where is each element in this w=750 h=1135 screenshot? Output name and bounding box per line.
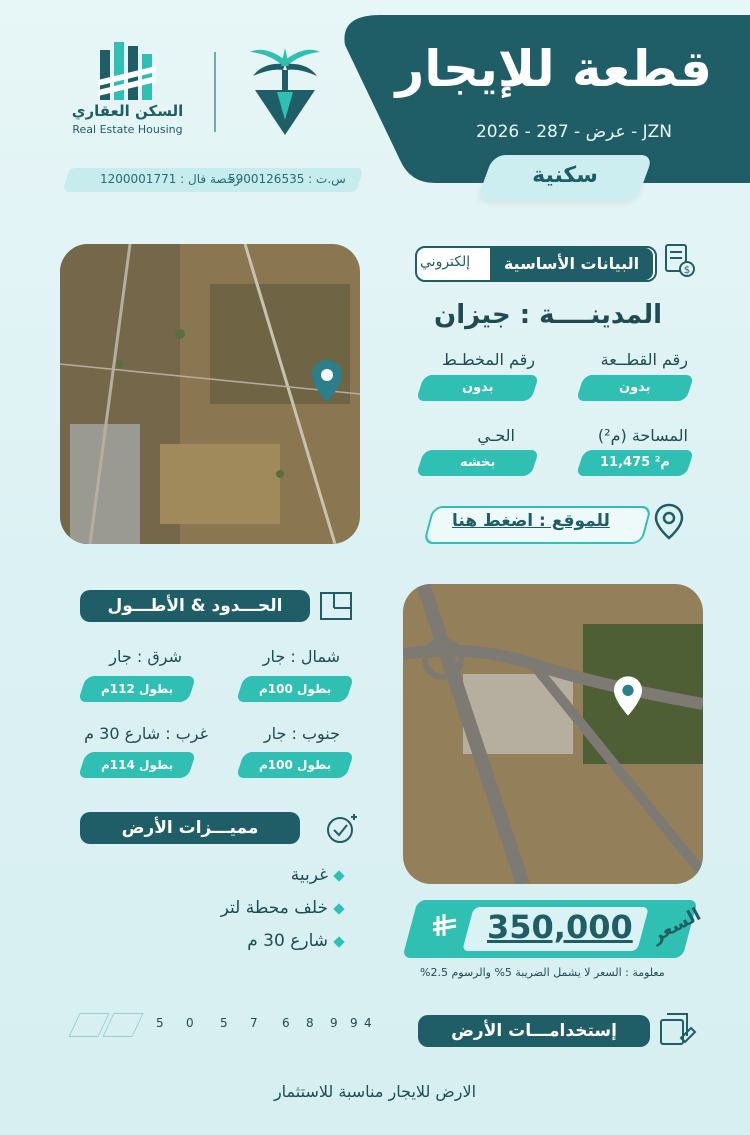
logo-arabic-text: السكن العقاري [71,102,184,120]
riyal-icon [430,912,460,946]
phone-digit: 8 [306,1016,314,1030]
logo-divider [214,52,216,132]
feature-item: غربية [290,865,328,885]
phone-digit: 5 [156,1016,164,1030]
electronic-badge: إلكتروني [420,254,471,270]
phone-digit: 0 [186,1016,194,1030]
listing-reference: عرض - 287 - 2026 - JZN [475,122,672,142]
plot-no-label: رقم القطــعة [600,350,688,369]
location-icon[interactable] [650,502,688,546]
west-label: غرب : شارع 30 م [84,724,208,743]
plan-no-label: رقم المخطـط [441,350,535,369]
feature-item: خلف محطة لتر [220,898,328,918]
phone-digit: 5 [220,1016,228,1030]
features-title: مميـــزات الأرض [80,812,300,844]
plan-no-value: بدون [416,375,539,401]
price-value: 350,000 [487,908,633,946]
area-value: 11,475 م² [576,450,694,476]
phone-digit: 6 [282,1016,290,1030]
map-pin-icon [312,360,342,406]
phone-digit-box [102,1013,143,1037]
satellite-map-wide[interactable] [60,244,360,544]
phone-digit: 9 [330,1016,338,1030]
fal-license: رخصة فال : 1200001771 [100,172,241,186]
bullet-icon [333,903,344,914]
floorplan-icon [318,590,356,626]
phone-digit: 7 [250,1016,258,1030]
map-pin-icon [614,676,642,720]
north-value: بطول 100م [236,676,354,702]
ideas-icon [322,808,362,852]
north-label: شمال : جار [262,647,340,666]
bullet-icon [333,936,344,947]
palm-emblem-icon [245,40,325,140]
east-value: بطول 112م [78,676,196,702]
south-value: بطول 100م [236,752,354,778]
commercial-registration: س.ت : 5900126535 [228,172,346,186]
west-value: بطول 114م [78,752,196,778]
bounds-title: الحـــدود & الأطـــول [80,590,310,622]
area-label: المساحة (م²) [597,426,688,445]
usage-title: إستخدامـــات الأرض [418,1015,650,1047]
property-type: سكنية [532,163,598,188]
city-field: المدينــــة : جيزان [434,300,662,330]
feature-item: شارع 30 م [247,931,328,951]
usage-icon [657,1010,697,1054]
satellite-map-close[interactable] [403,584,703,884]
phone-number[interactable] [74,1013,374,1037]
document-icon [660,242,696,282]
plot-no-value: بدون [576,375,694,401]
logo-english-text: Real Estate Housing [72,123,183,136]
phone-digit: 9 [350,1016,358,1030]
location-link-text[interactable]: للموقع : اضغط هنا [452,511,610,531]
price-label: السعر [648,903,705,948]
price-note: معلومة : السعر لا يشمل الضريبة 5% والرسوم 2.5% [420,966,665,979]
district-value: بخشه [416,450,539,476]
basic-data-title: البيانات الأساسية [490,248,653,280]
page-title: قطعة للإيجار [395,40,712,98]
bullet-icon [333,870,344,881]
usage-text: الارض للايجار مناسبة للاستثمار [273,1082,477,1101]
district-label: الحـي [477,426,515,445]
svg-text:$: $ [683,265,691,276]
phone-digit: 4 [364,1016,372,1030]
south-label: جنوب : جار [263,724,340,743]
east-label: شرق : جار [109,647,182,666]
